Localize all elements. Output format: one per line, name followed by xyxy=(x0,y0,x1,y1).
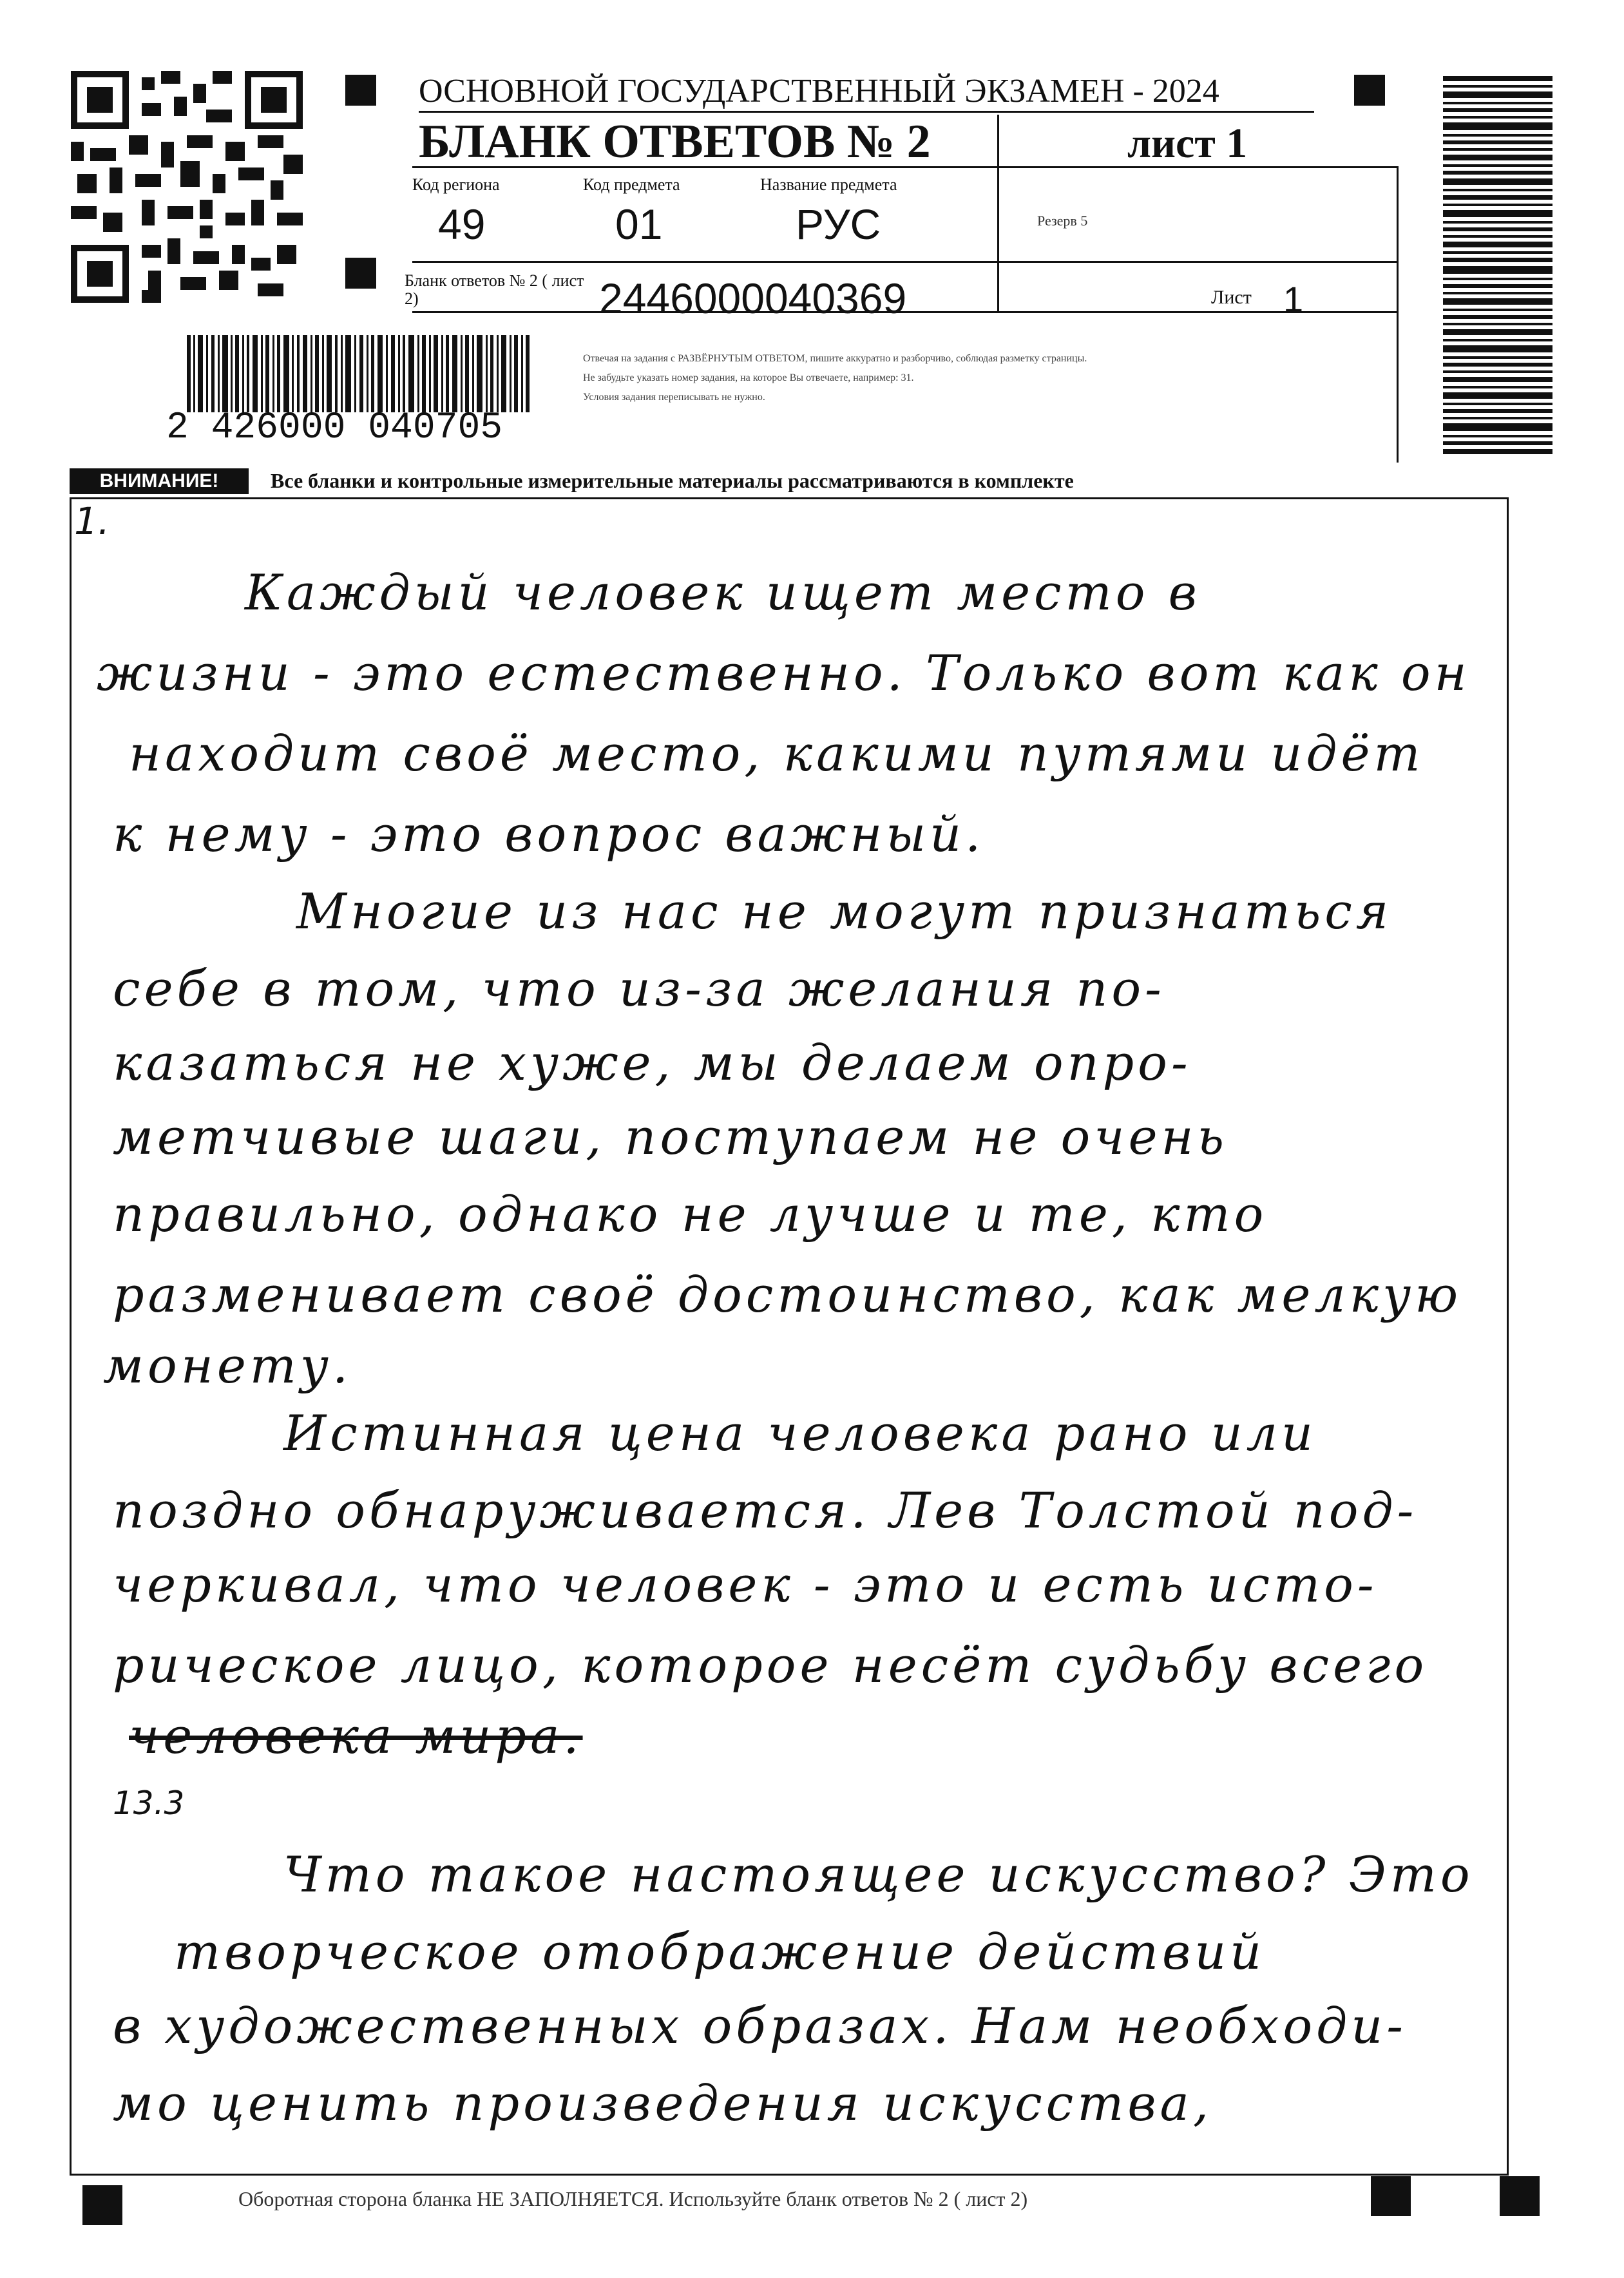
answer-line: правильно, однако не лучше и те, кто xyxy=(113,1185,1268,1243)
form-title: БЛАНК ОТВЕТОВ № 2 xyxy=(419,115,931,168)
anchor-marker-bottom-left xyxy=(82,2185,122,2225)
header-line-right xyxy=(1397,166,1399,463)
title-underline xyxy=(419,111,1314,113)
barcode xyxy=(187,335,535,412)
exam-title: ОСНОВНОЙ ГОСУДАРСТВЕННЫЙ ЭКЗАМЕН - 2024 xyxy=(419,73,1219,110)
header-line-2 xyxy=(412,261,1398,263)
region-value: 49 xyxy=(438,200,486,248)
side-barcode xyxy=(1443,76,1552,456)
answer-line: мо ценить произведения искусства, xyxy=(113,2074,1213,2132)
sheet-small-label: Лист xyxy=(1211,287,1252,308)
answer-line: к нему - это вопрос важный. xyxy=(113,805,985,863)
region-label: Код региона xyxy=(412,175,500,194)
anchor-marker-bottom-mid xyxy=(1371,2176,1411,2216)
answer-line: рическое лицо, которое несёт судьбу всего xyxy=(113,1636,1428,1694)
answer-line: поздно обнаруживается. Лев Толстой под- xyxy=(113,1482,1418,1539)
sheet-small-value: 1 xyxy=(1283,279,1304,320)
answer-line: себе в том, что из-за желания по- xyxy=(113,960,1165,1017)
anchor-marker-mid-left xyxy=(345,258,376,289)
answer-line: жизни - это естественно. Только вот как он xyxy=(97,644,1471,702)
anchor-marker-top-left xyxy=(345,75,376,106)
header-divider-vertical xyxy=(997,115,999,311)
sheet-label: лист 1 xyxy=(1127,120,1248,167)
instruction-line-2: Не забудьте указать номер задания, на которое Вы отвечаете, например: 31. xyxy=(583,372,914,383)
answer-line: монету. xyxy=(103,1337,352,1394)
anchor-marker-bottom-right xyxy=(1500,2176,1540,2216)
answer-line: метчивые шаги, поступаем не очень xyxy=(113,1108,1228,1165)
answer-line: разменивает своё достоинство, как мелкую xyxy=(113,1266,1462,1323)
instruction-line-3: Условия задания переписывать не нужно. xyxy=(583,392,765,403)
answer-line: черкивал, что человек - это и есть исто- xyxy=(113,1556,1378,1613)
anchor-marker-top-right xyxy=(1354,75,1385,106)
attention-text: Все бланки и контрольные измерительные материалы рассматриваются в комплекте xyxy=(271,469,1074,492)
answer-line: находит своё место, какими путями идёт xyxy=(129,725,1424,782)
subject-code-value: 01 xyxy=(615,200,663,248)
subject-name-label: Название предмета xyxy=(760,175,897,194)
reserve-label: Резерв 5 xyxy=(1037,213,1088,229)
answer-line: казаться не хуже, мы делаем опро- xyxy=(113,1034,1192,1091)
answer-line-struck: человека мира. xyxy=(129,1707,583,1765)
answer-line: Что такое настоящее искусство? Это xyxy=(283,1846,1474,1903)
answer-line: творческое отображение действий xyxy=(174,1923,1266,1980)
answer-line: Многие из нас не могут признаться xyxy=(296,883,1393,940)
subject-name-value: РУС xyxy=(796,200,881,248)
attention-badge xyxy=(70,468,249,494)
answer-line: Каждый человек ищет место в xyxy=(245,564,1201,621)
form-ref-label: Бланк ответов № 2 ( лист 2) xyxy=(405,271,584,308)
barcode-digits: 2 426000 040705 xyxy=(166,407,503,449)
attention-badge-text: ВНИМАНИЕ! xyxy=(99,470,219,492)
answer-line: Истинная цена человека рано или xyxy=(283,1404,1317,1462)
task-number-1: 1. xyxy=(74,499,110,543)
answer-line: в художественных образах. Нам необходи- xyxy=(113,1997,1407,2054)
task-number-2: 13.3 xyxy=(113,1785,185,1822)
footer-text: Оборотная сторона бланка НЕ ЗАПОЛНЯЕТСЯ. Используйте бланк ответов № 2 ( лист 2) xyxy=(238,2187,1028,2210)
instruction-line-1: Отвечая на задания с РАЗВЁРНУТЫМ ОТВЕТОМ, пишите аккуратно и разборчиво, соблюдая разметку страницы. xyxy=(583,353,1087,364)
qr-code xyxy=(71,71,303,303)
form-number: 2446000040369 xyxy=(599,274,907,322)
subject-code-label: Код предмета xyxy=(583,175,680,194)
